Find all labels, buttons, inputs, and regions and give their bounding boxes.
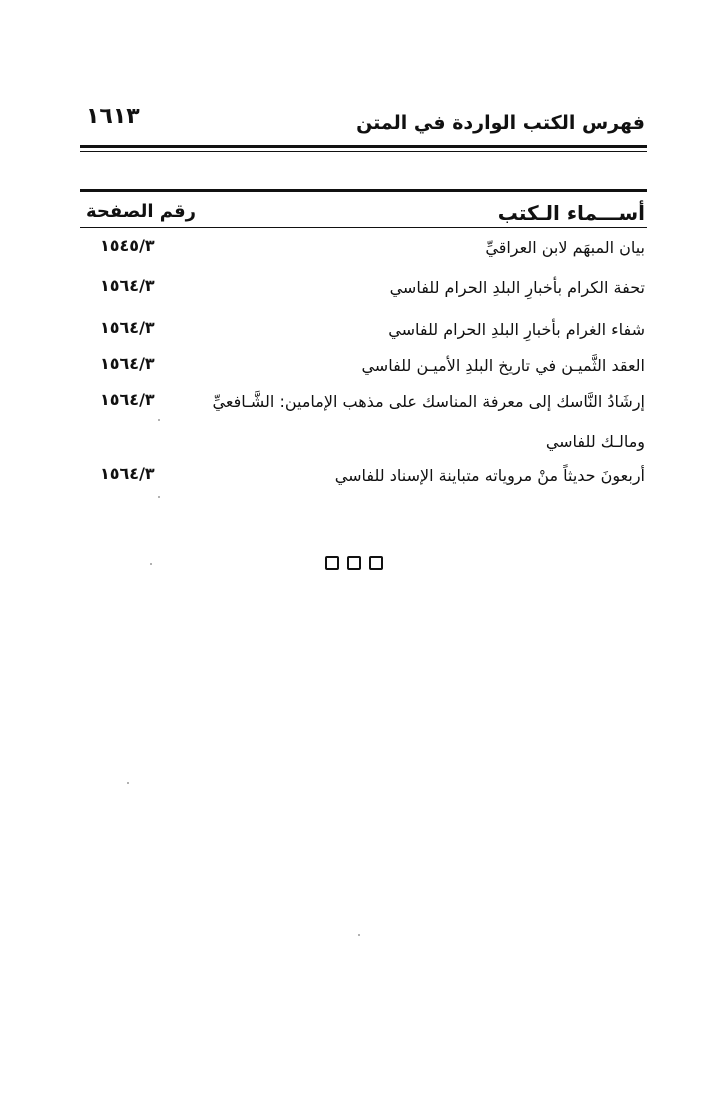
scan-speck: [150, 563, 152, 565]
book-title: العقد الثَّميـن في تاريخ البلدِ الأميـن للفاسي: [361, 356, 645, 375]
square-box-icon: [347, 556, 361, 570]
book-page-reference: ١٥٦٤/٣: [100, 390, 155, 409]
column-header-book-names: أســـماء الـكتب: [497, 201, 645, 225]
book-title: إرشَادُ النَّاسك إلى معرفة المناسك على مذهب الإمامين: الشَّـافعيِّ ومالـك للفاسي: [212, 392, 645, 451]
scan-speck: [158, 419, 160, 421]
header-rule-thin: [80, 151, 647, 152]
table-top-rule: [80, 189, 647, 192]
square-box-icon: [369, 556, 383, 570]
book-page-reference: ١٥٦٤/٣: [100, 354, 155, 373]
scan-speck: [127, 782, 129, 784]
book-title: تحفة الكرام بأخبارِ البلدِ الحرام للفاسي: [389, 278, 645, 297]
book-title: بيان المبهَم لابن العراقيِّ: [485, 238, 645, 257]
scan-speck: [358, 934, 360, 936]
header-rule-thick: [80, 145, 647, 148]
page-number: ١٦١٣: [86, 104, 140, 129]
section-end-ornament: [325, 556, 383, 570]
running-title: فهرس الكتب الواردة في المتن: [356, 112, 645, 134]
book-page-reference: ١٥٦٤/٣: [100, 464, 155, 483]
column-header-page-number: رقم الصفحة: [86, 201, 197, 222]
book-title: شفاء الغرام بأخبارِ البلدِ الحرام للفاسي: [388, 320, 645, 339]
book-page-reference: ١٥٦٤/٣: [100, 318, 155, 337]
square-box-icon: [325, 556, 339, 570]
book-title: أربعونَ حديثاً منْ مروياته متباينة الإسناد للفاسي: [334, 466, 645, 485]
book-page-reference: ١٥٤٥/٣: [100, 236, 155, 255]
scan-speck: [158, 496, 160, 498]
book-page-reference: ١٥٦٤/٣: [100, 276, 155, 295]
